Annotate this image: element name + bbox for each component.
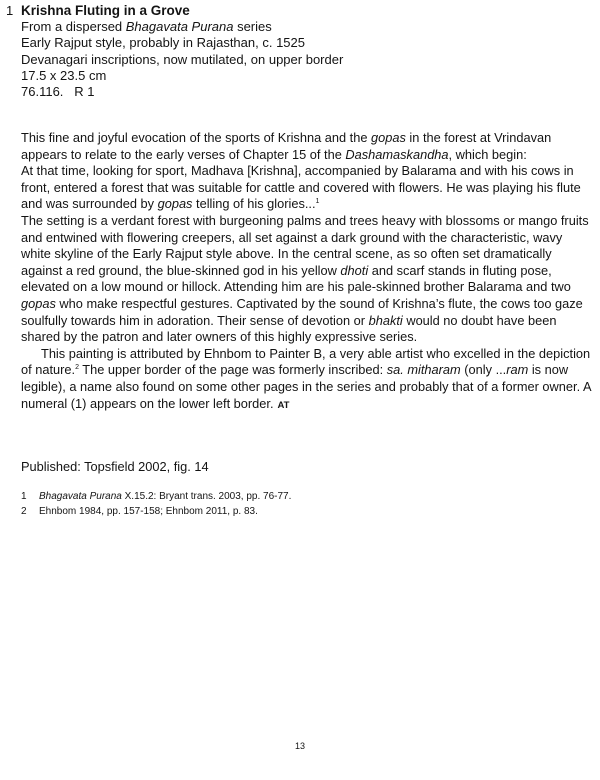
author-initials: AT bbox=[277, 399, 290, 411]
footnote-text: Ehnbom 1984, pp. 157-158; Ehnbom 2011, p. 83. bbox=[39, 506, 258, 517]
italic-term: gopas bbox=[21, 295, 56, 311]
italic-term: Dashamaskandha bbox=[345, 146, 449, 162]
footnote-number: 1 bbox=[21, 491, 27, 502]
artwork-title: Krishna Fluting in a Grove bbox=[21, 3, 190, 18]
text-run: would no doubt have been shared by the patron and later owners of this highly expressive series. bbox=[21, 312, 557, 345]
text-run: At that time, looking for sport, Madhava [Krishna], accompanied by Balarama and with his cows in front, entered a forest that was suitable for cattle and covered with flowers. He was playing his flute and was surrounded by bbox=[21, 163, 581, 212]
artwork-dimensions: 17.5 x 23.5 cm bbox=[21, 67, 107, 83]
text-run: and scarf stands in fluting pose, elevated on a low mound or hillock. Attending him are his pale-skinned brother Balarama and two bbox=[21, 262, 571, 295]
text-run: (only ... bbox=[460, 362, 507, 378]
text-run: in the forest at Vrindavan appears to relate to the early verses of Chapter 15 of the bbox=[21, 130, 552, 162]
source-suffix: series bbox=[233, 19, 272, 35]
source-prefix: From a dispersed bbox=[21, 19, 126, 35]
text-run: X.15.2: Bryant trans. 2003, pp. 76-77. bbox=[121, 491, 292, 502]
text-run: , which begin: bbox=[448, 146, 527, 162]
essay bbox=[21, 130, 593, 414]
footnote-text bbox=[39, 489, 291, 504]
artwork-inscription: Devanagari inscriptions, now mutilated, on upper border bbox=[21, 51, 344, 67]
essay-paragraph-1 bbox=[21, 130, 593, 163]
artwork-accession: 76.116. R 1 bbox=[21, 84, 95, 100]
italic-term: dhoti bbox=[340, 262, 369, 278]
footnotes bbox=[21, 489, 291, 519]
footnote-ref[interactable]: 2 bbox=[75, 364, 79, 372]
text-run: This fine and joyful evocation of the sports of Krishna and the bbox=[21, 130, 371, 145]
italic-term: gopas bbox=[157, 196, 193, 212]
text-run: The setting is a verdant forest with burgeoning palms and trees heavy with blossoms or mango fruits and entwined with flowering creepers, all set against a dark ground with the characteristic, wavy white skyline of the Early Rajput style above. In the central scene, as so often set dramatically against a red ground, the blue-skinned god in his yellow bbox=[21, 212, 589, 278]
block-quote bbox=[21, 163, 593, 213]
footnote-number: 2 bbox=[21, 506, 27, 517]
text-run: who make respectful gestures. Captivated by the sound of Krishna’s flute, the cows too gaze soulfully towards him in adoration. Their sense of devotion or bbox=[21, 295, 583, 328]
page-number: 13 bbox=[294, 741, 305, 751]
italic-term: Bhagavata Purana bbox=[39, 491, 122, 502]
artwork-source bbox=[21, 19, 343, 35]
published-reference: Published: Topsfield 2002, fig. 14 bbox=[21, 459, 209, 474]
text-run: This painting is attributed by Ehnbom to Painter B, a very able artist who excelled in the depiction of nature. bbox=[21, 345, 591, 378]
essay-paragraph-2 bbox=[21, 213, 593, 346]
artwork-style-date: Early Rajput style, probably in Rajasthan, c. 1525 bbox=[21, 35, 305, 51]
catalog-entry bbox=[21, 3, 343, 100]
italic-term: ram bbox=[506, 362, 529, 378]
italic-term: gopas bbox=[371, 130, 406, 145]
footnote-ref[interactable]: 1 bbox=[315, 198, 320, 206]
text-run: is now legible), a name also found on some other pages in the series and probably that of a former owner. A numeral (1) appears on the lower left border. bbox=[21, 362, 591, 411]
essay-paragraph-3 bbox=[21, 346, 593, 414]
catalog-number: 1 bbox=[6, 3, 14, 18]
italic-term: bhakti bbox=[368, 312, 403, 328]
footnote bbox=[21, 489, 291, 504]
text-run: telling of his glories... bbox=[192, 196, 316, 212]
text-run: The upper border of the page was formerly inscribed: bbox=[78, 362, 387, 378]
italic-term: sa. mitharam bbox=[386, 362, 461, 378]
source-title: Bhagavata Purana bbox=[125, 19, 234, 35]
footnote bbox=[21, 504, 291, 519]
